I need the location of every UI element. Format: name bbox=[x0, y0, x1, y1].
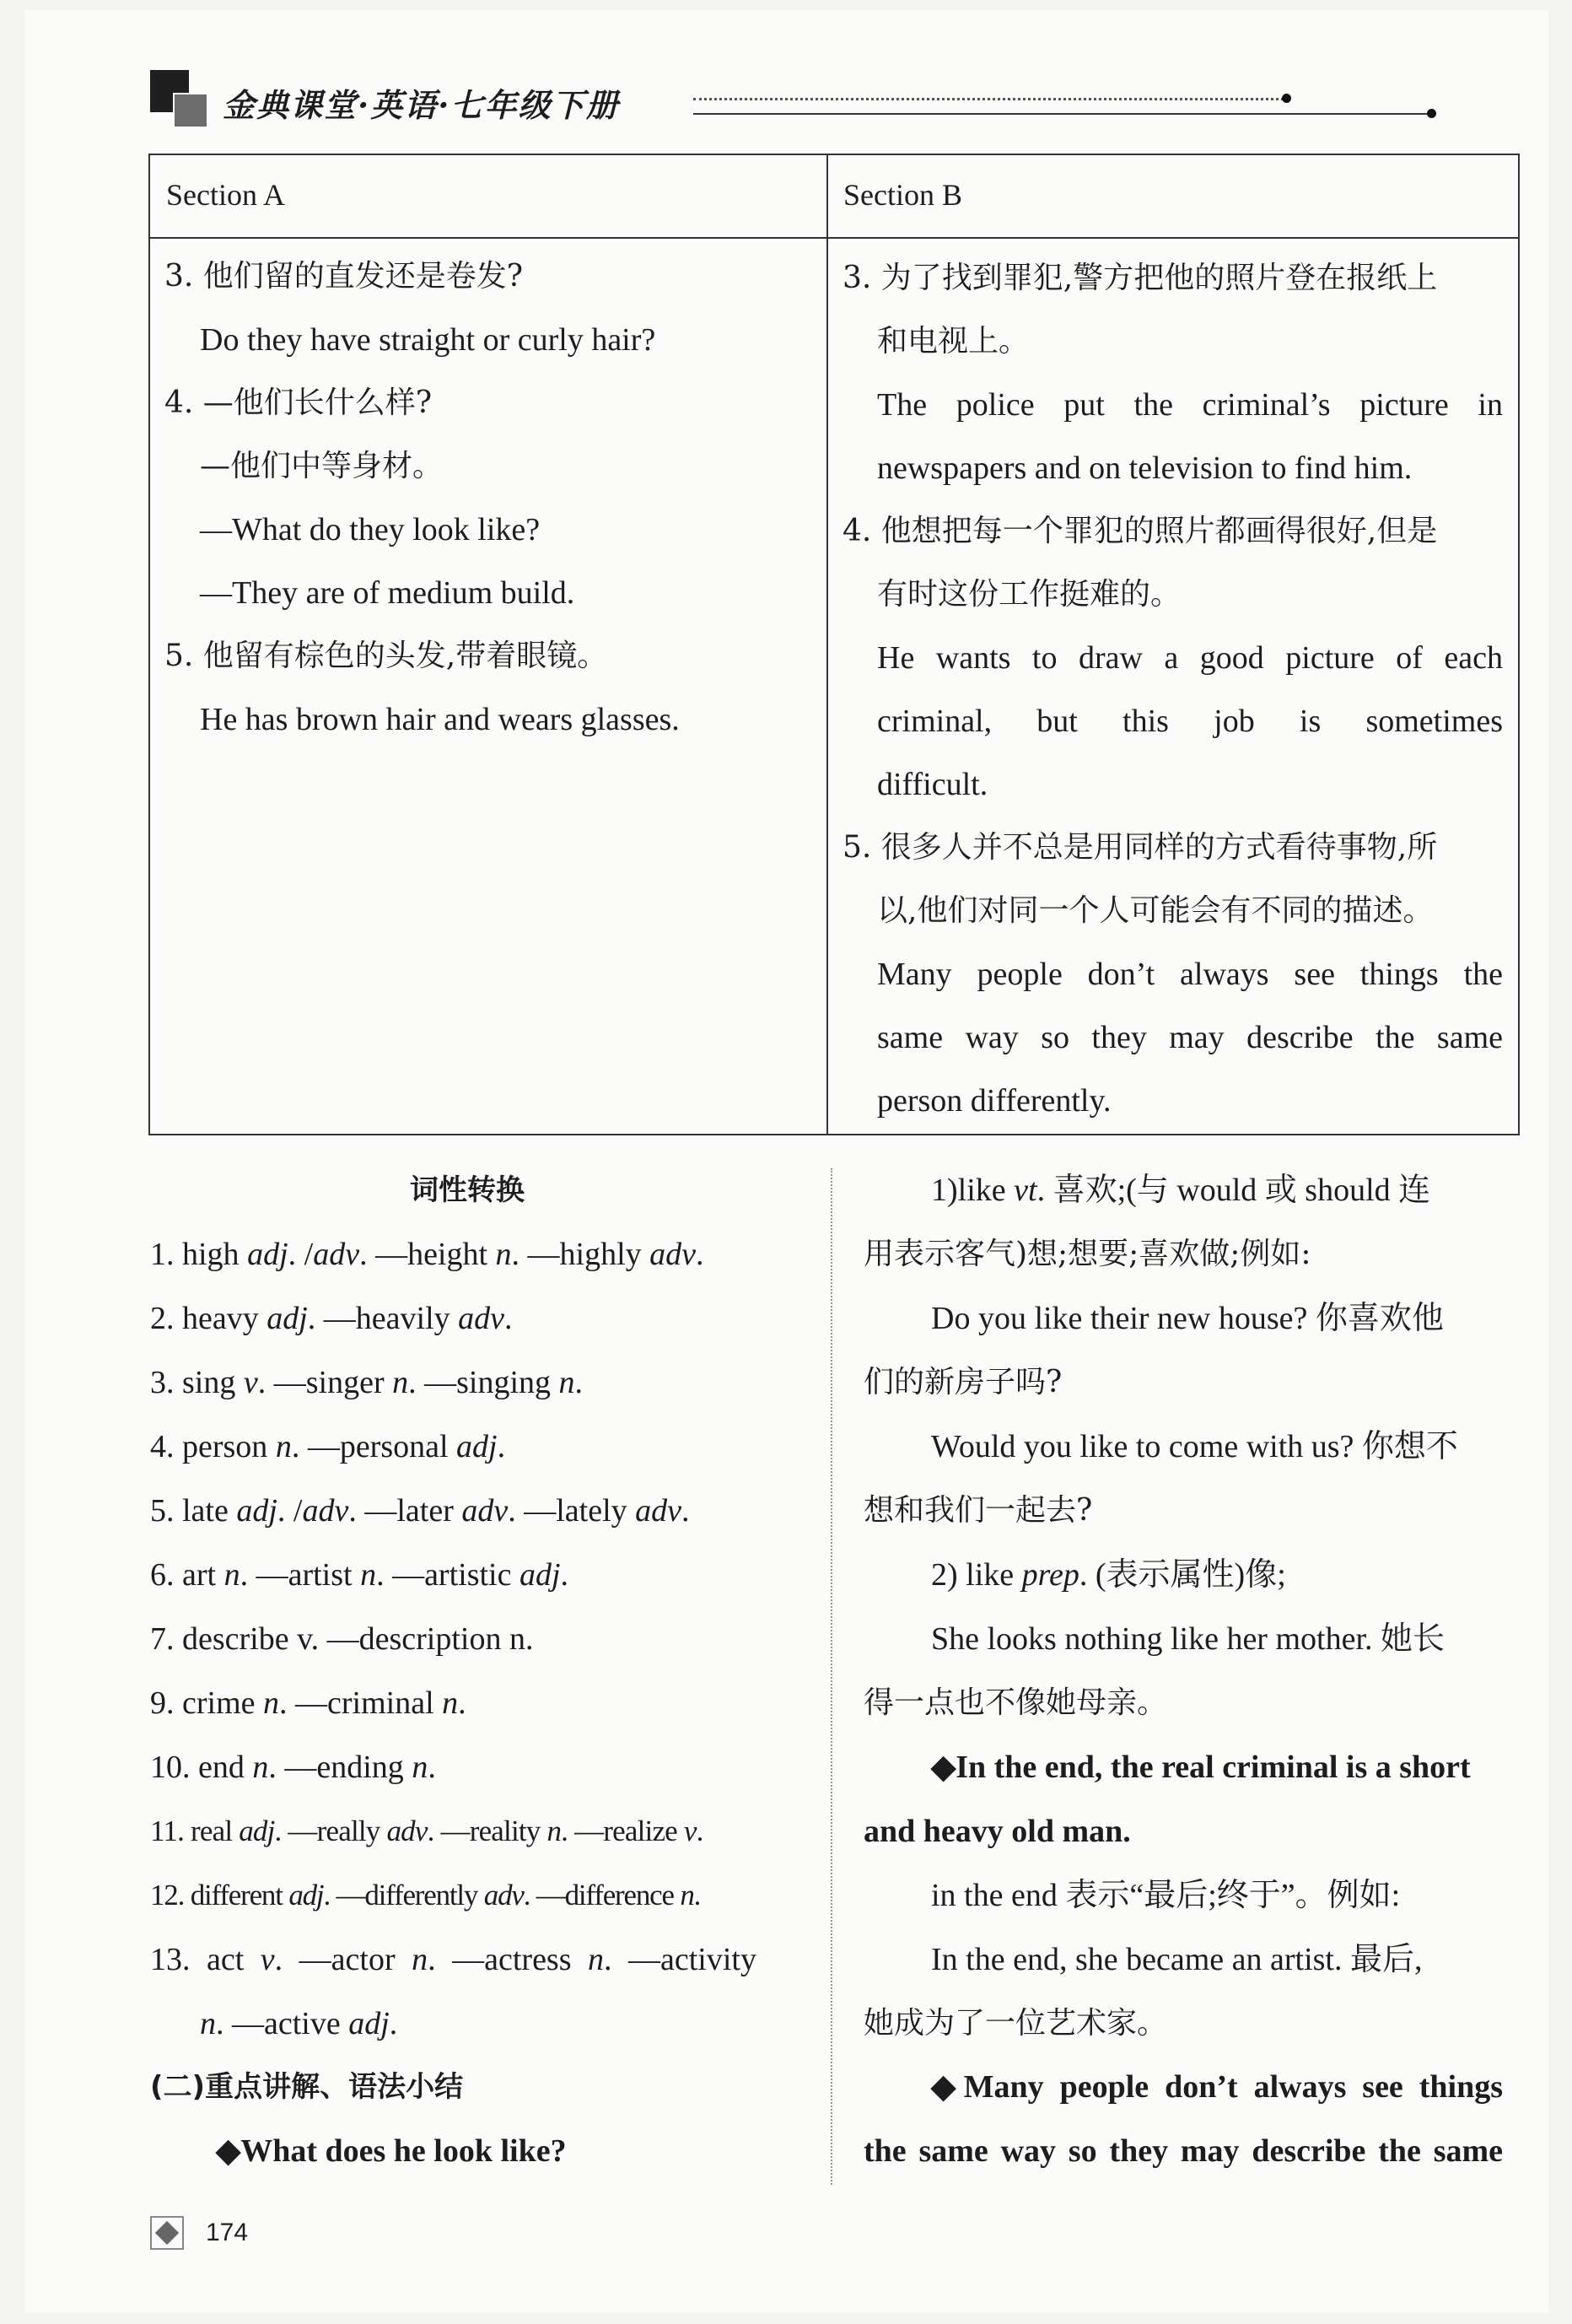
header-logo-block-gray bbox=[173, 93, 208, 128]
example-1-line1: Do you like their new house? 你喜欢他 bbox=[931, 1301, 1444, 1336]
section-b-header: Section B bbox=[843, 178, 962, 212]
a-item-4-english-q: —What do they look like? bbox=[200, 512, 541, 547]
word-forms-heading: 词性转换 bbox=[410, 1173, 525, 1207]
b-item-4-chinese-line2: 有时这份工作挺难的。 bbox=[877, 577, 1182, 612]
b-item-5-english-line1: Many people don’t always see things the bbox=[877, 957, 1503, 992]
example-3-line2: 得一点也不像她母亲。 bbox=[864, 1685, 1168, 1720]
a-item-5-chinese: 5. 他留有棕色的头发,带着眼镜。 bbox=[164, 639, 608, 673]
header-rule-dot bbox=[1282, 94, 1291, 103]
word-form-9: 9. crime n. —criminal n. bbox=[150, 1685, 466, 1721]
table-column-divider bbox=[826, 154, 828, 1135]
word-form-3: 3. sing v. —singer n. —singing n. bbox=[150, 1365, 584, 1400]
a-item-3-chinese: 3. 他们留的直发还是卷发? bbox=[164, 259, 524, 294]
key-sentence-1-line2: and heavy old man. bbox=[864, 1814, 1131, 1849]
word-form-13-line1: 13. act v. —actor n. —actress n. —activity bbox=[150, 1942, 756, 1977]
explanation-1-line1: 1)like vt. 喜欢;(与 would 或 should 连 bbox=[931, 1173, 1431, 1208]
a-item-3-english: Do they have straight or curly hair? bbox=[200, 322, 656, 358]
b-item-4-english-line2: criminal, but this job is sometimes bbox=[877, 704, 1503, 739]
b-item-4-chinese-line1: 4. 他想把每一个罪犯的照片都画得很好,但是 bbox=[843, 514, 1438, 548]
key-sentence-2-line1: ◆Many people don’t always see things bbox=[931, 2069, 1503, 2105]
key-sentence-1-line1: ◆In the end, the real criminal is a short bbox=[931, 1750, 1471, 1785]
word-form-12: 12. different adj. —differently adv. —difference n. bbox=[150, 1879, 701, 1912]
explanation-3: in the end 表示“最后;终于”。例如: bbox=[931, 1878, 1401, 1913]
a-item-5-english: He has brown hair and wears glasses. bbox=[200, 702, 680, 737]
column-separator bbox=[831, 1168, 832, 2185]
b-item-3-chinese-line1: 3. 为了找到罪犯,警方把他的照片登在报纸上 bbox=[843, 261, 1438, 295]
section-a-header: Section A bbox=[166, 178, 285, 212]
example-1-line2: 们的新房子吗? bbox=[864, 1365, 1063, 1399]
explanation-1-line2: 用表示客气)想;想要;喜欢做;例如: bbox=[864, 1237, 1311, 1271]
b-item-4-english-line3: difficult. bbox=[877, 767, 988, 802]
a-item-4-english-a: —They are of medium build. bbox=[200, 575, 575, 611]
word-form-13-line2: n. —active adj. bbox=[200, 2006, 398, 2041]
header-dotted-rule bbox=[693, 98, 1284, 100]
b-item-5-english-line3: person differently. bbox=[877, 1083, 1112, 1119]
section-heading-key-points: (二)重点讲解、语法小结 bbox=[150, 2070, 464, 2104]
a-item-4-chinese-a: —他们中等身材。 bbox=[200, 449, 444, 483]
word-form-7: 7. describe v. —description n. bbox=[150, 1621, 534, 1657]
word-form-4: 4. person n. —personal adj. bbox=[150, 1429, 506, 1464]
example-3-line1: She looks nothing like her mother. 她长 bbox=[931, 1621, 1445, 1657]
example-4-line1: In the end, she became an artist. 最后, bbox=[931, 1942, 1423, 1977]
b-item-4-english-line1: He wants to draw a good picture of each bbox=[877, 640, 1503, 676]
word-form-10: 10. end n. —ending n. bbox=[150, 1750, 436, 1785]
b-item-5-chinese-line1: 5. 很多人并不总是用同样的方式看待事物,所 bbox=[843, 830, 1438, 865]
header-title: 金典课堂·英语·七年级下册 bbox=[223, 86, 620, 124]
word-form-11: 11. real adj. —really adv. —reality n. —realize v. bbox=[150, 1814, 703, 1847]
example-2-line2: 想和我们一起去? bbox=[864, 1493, 1093, 1528]
key-sentence-2-line2: the same way so they may describe the same bbox=[864, 2133, 1503, 2169]
a-item-4-chinese-q: 4. —他们长什么样? bbox=[164, 386, 433, 420]
example-4-line2: 她成为了一位艺术家。 bbox=[864, 2006, 1168, 2041]
word-form-5: 5. late adj. /adv. —later adv. —lately adv. bbox=[150, 1493, 690, 1529]
b-item-3-english-line1: The police put the criminal’s picture in bbox=[877, 387, 1503, 423]
header-solid-rule bbox=[693, 113, 1427, 115]
key-point-question: ◆What does he look like? bbox=[216, 2133, 567, 2169]
explanation-2: 2) like prep. (表示属性)像; bbox=[931, 1557, 1286, 1593]
table-header-divider bbox=[148, 237, 1520, 239]
word-form-6: 6. art n. —artist n. —artistic adj. bbox=[150, 1557, 569, 1593]
page-number: 174 bbox=[206, 2219, 249, 2246]
b-item-3-chinese-line2: 和电视上。 bbox=[877, 324, 1030, 359]
header-rule-dot bbox=[1427, 109, 1436, 118]
word-form-1: 1. high adj. /adv. —height n. —highly adv. bbox=[150, 1237, 704, 1272]
b-item-5-chinese-line2: 以,他们对同一个人可能会有不同的描述。 bbox=[877, 893, 1434, 928]
b-item-3-english-line2: newspapers and on television to find him. bbox=[877, 450, 1413, 486]
word-form-2: 2. heavy adj. —heavily adv. bbox=[150, 1301, 513, 1336]
b-item-5-english-line2: same way so they may describe the same bbox=[877, 1020, 1503, 1055]
example-2-line1: Would you like to come with us? 你想不 bbox=[931, 1429, 1458, 1464]
